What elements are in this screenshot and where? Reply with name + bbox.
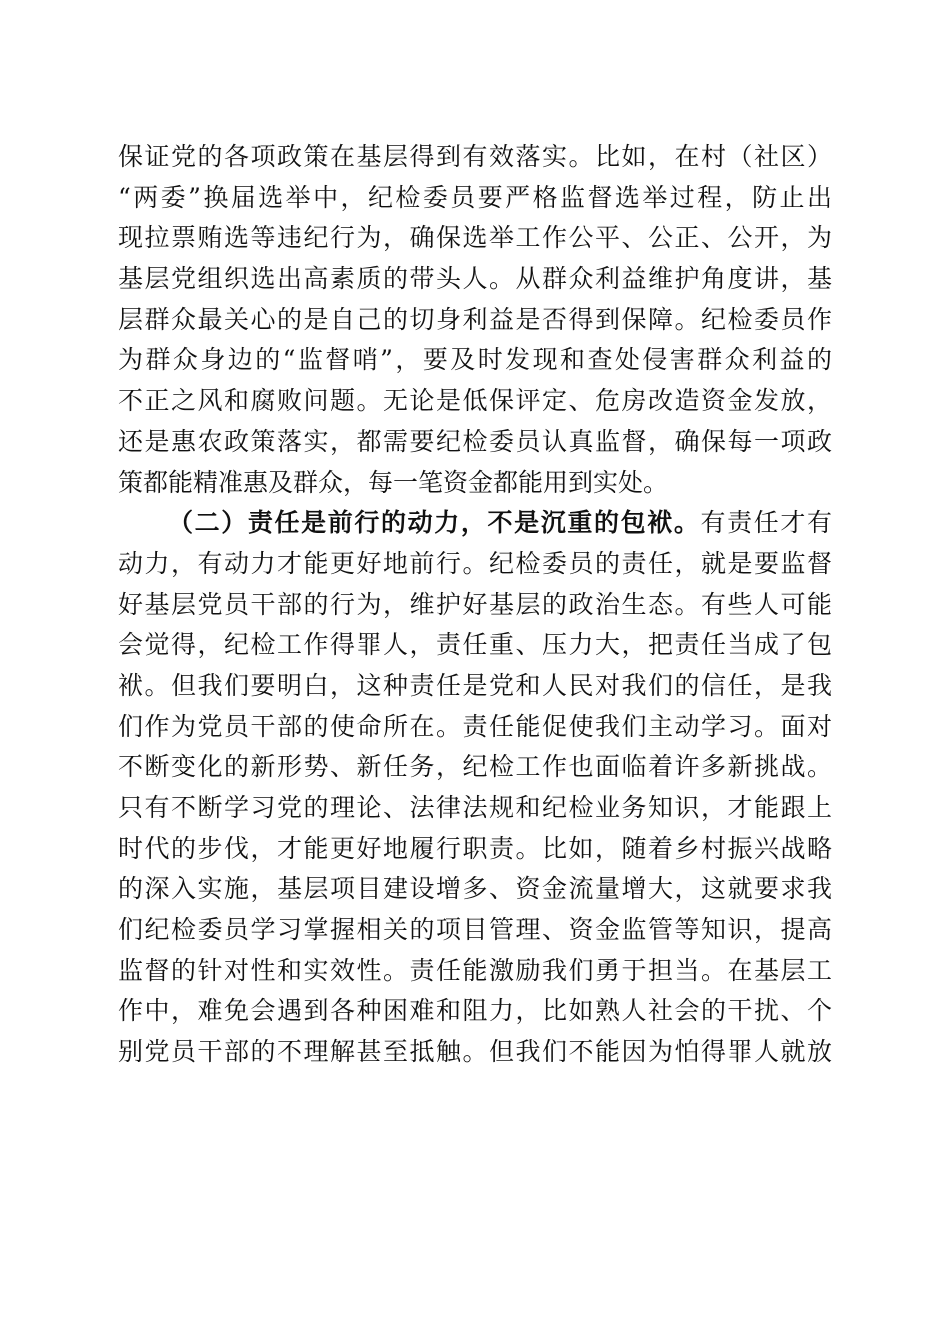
paragraph-line: 别党员干部的不理解甚至抵触。但我们不能因为怕得罪人就放 — [118, 1037, 832, 1067]
section-first-line-rest: 有责任才有 — [700, 508, 832, 538]
paragraph-line: 动力，有动力才能更好地前行。纪检委员的责任，就是要监督 — [118, 548, 832, 578]
paragraph-line: 的深入实施，基层项目建设增多、资金流量增大，这就要求我 — [118, 874, 832, 904]
body-text — [118, 137, 832, 1073]
paragraph-line: 作中，难免会遇到各种困难和阻力，比如熟人社会的干扰、个 — [118, 996, 832, 1026]
paragraph-line: 策都能精准惠及群众，每一笔资金都能用到实处。 — [118, 467, 669, 497]
paragraph-line: 不正之风和腐败问题。无论是低保评定、危房改造资金发放， — [118, 386, 832, 416]
section-heading: （二）责任是前行的动力，不是沉重的包袱。 — [168, 508, 701, 538]
paragraph-line: 们纪检委员学习掌握相关的项目管理、资金监管等知识，提高 — [118, 915, 832, 945]
paragraph-line: 现拉票贿选等违纪行为，确保选举工作公平、公正、公开，为 — [118, 223, 832, 253]
paragraph-line: 层群众最关心的是自己的切身利益是否得到保障。纪检委员作 — [118, 304, 832, 334]
section-first-line — [118, 503, 832, 544]
paragraph-line: 为群众身边的“监督哨”，要及时发现和查处侵害群众利益的 — [118, 345, 832, 375]
paragraph-line: “两委”换届选举中，纪检委员要严格监督选举过程，防止出 — [118, 182, 832, 212]
paragraph-line: 还是惠农政策落实，都需要纪检委员认真监督，确保每一项政 — [118, 426, 832, 456]
paragraph-line: 袱。但我们要明白，这种责任是党和人民对我们的信任，是我 — [118, 670, 832, 700]
paragraph-line: 不断变化的新形势、新任务，纪检工作也面临着许多新挑战。 — [118, 752, 832, 782]
paragraph-line: 好基层党员干部的行为，维护好基层的政治生态。有些人可能 — [118, 589, 832, 619]
paragraph-line: 基层党组织选出高素质的带头人。从群众利益维护角度讲，基 — [118, 264, 832, 294]
paragraph-line: 监督的针对性和实效性。责任能激励我们勇于担当。在基层工 — [118, 955, 832, 985]
paragraph-line: 们作为党员干部的使命所在。责任能促使我们主动学习。面对 — [118, 711, 832, 741]
paragraph-line: 保证党的各项政策在基层得到有效落实。比如，在村（社区） — [118, 142, 832, 171]
paragraph-line: 会觉得，纪检工作得罪人，责任重、压力大，把责任当成了包 — [118, 630, 832, 660]
paragraph-line: 时代的步伐，才能更好地履行职责。比如，随着乡村振兴战略 — [118, 833, 832, 863]
paragraph-line: 只有不断学习党的理论、法律法规和纪检业务知识，才能跟上 — [118, 793, 832, 822]
